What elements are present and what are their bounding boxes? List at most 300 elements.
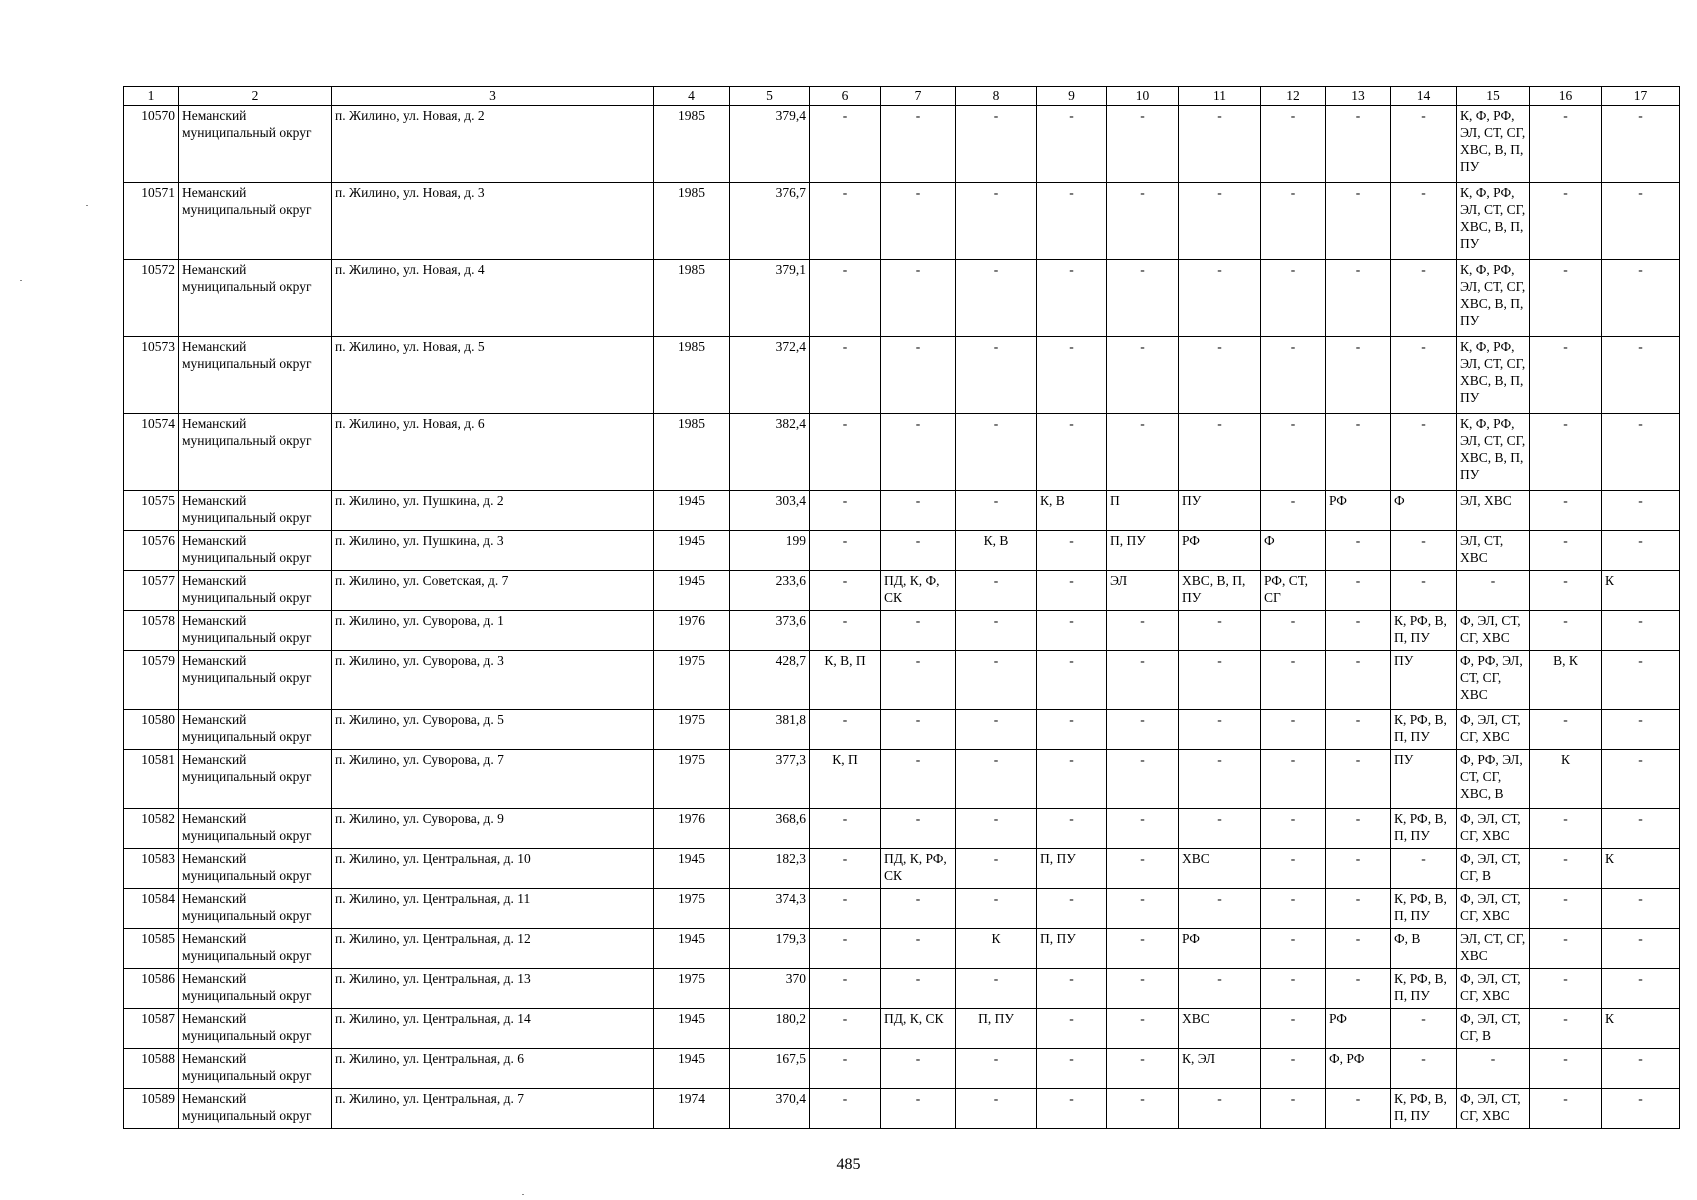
cell-col-16: - <box>1530 337 1602 414</box>
cell-col-14: К, РФ, В, П, ПУ <box>1391 809 1457 849</box>
cell-col-7: - <box>881 491 956 531</box>
cell-col-6: - <box>810 1089 881 1129</box>
cell-col-14: К, РФ, В, П, ПУ <box>1391 710 1457 750</box>
cell-address: п. Жилино, ул. Центральная, д. 14 <box>332 1009 654 1049</box>
table-row <box>124 889 1680 929</box>
cell-col-15: ЭЛ, ХВС <box>1457 491 1530 531</box>
cell-col-12: - <box>1261 969 1326 1009</box>
cell-col-8: - <box>956 651 1037 710</box>
cell-area: 373,6 <box>730 611 810 651</box>
cell-address: п. Жилино, ул. Пушкина, д. 2 <box>332 491 654 531</box>
cell-record-number: 10577 <box>124 571 179 611</box>
cell-col-11: К, ЭЛ <box>1179 1049 1261 1089</box>
cell-record-number: 10571 <box>124 183 179 260</box>
cell-col-7: - <box>881 611 956 651</box>
column-number: 2 <box>179 87 332 106</box>
cell-col-6: К, П <box>810 750 881 809</box>
cell-area: 428,7 <box>730 651 810 710</box>
cell-col-10: - <box>1107 969 1179 1009</box>
cell-col-14: К, РФ, В, П, ПУ <box>1391 611 1457 651</box>
cell-year-built: 1945 <box>654 849 730 889</box>
cell-col-16: - <box>1530 969 1602 1009</box>
cell-year-built: 1975 <box>654 889 730 929</box>
cell-year-built: 1974 <box>654 1089 730 1129</box>
cell-col-14: - <box>1391 849 1457 889</box>
cell-record-number: 10583 <box>124 849 179 889</box>
cell-col-15: Ф, РФ, ЭЛ, СТ, СГ, ХВС <box>1457 651 1530 710</box>
cell-address: п. Жилино, ул. Суворова, д. 1 <box>332 611 654 651</box>
cell-record-number: 10587 <box>124 1009 179 1049</box>
cell-record-number: 10570 <box>124 106 179 183</box>
cell-col-7: ПД, К, Ф, СК <box>881 571 956 611</box>
cell-district: Неманский муниципальный округ <box>179 809 332 849</box>
cell-col-6: - <box>810 531 881 571</box>
cell-col-7: - <box>881 969 956 1009</box>
cell-col-12: - <box>1261 1049 1326 1089</box>
cell-col-6: - <box>810 889 881 929</box>
cell-record-number: 10586 <box>124 969 179 1009</box>
cell-col-17: - <box>1602 414 1680 491</box>
cell-address: п. Жилино, ул. Центральная, д. 13 <box>332 969 654 1009</box>
cell-col-12: РФ, СТ, СГ <box>1261 571 1326 611</box>
cell-col-14: ПУ <box>1391 651 1457 710</box>
cell-col-15: Ф, ЭЛ, СТ, СГ, ХВС <box>1457 889 1530 929</box>
cell-col-7: ПД, К, СК <box>881 1009 956 1049</box>
cell-col-14: - <box>1391 260 1457 337</box>
cell-year-built: 1985 <box>654 337 730 414</box>
cell-area: 182,3 <box>730 849 810 889</box>
table-row <box>124 571 1680 611</box>
cell-area: 372,4 <box>730 337 810 414</box>
cell-col-16: - <box>1530 571 1602 611</box>
cell-col-12: - <box>1261 414 1326 491</box>
cell-col-8: К, В <box>956 531 1037 571</box>
cell-area: 303,4 <box>730 491 810 531</box>
cell-district: Неманский муниципальный округ <box>179 969 332 1009</box>
cell-col-12: - <box>1261 183 1326 260</box>
cell-col-9: - <box>1037 889 1107 929</box>
cell-col-16: - <box>1530 531 1602 571</box>
cell-col-16: - <box>1530 1009 1602 1049</box>
cell-col-17: К <box>1602 571 1680 611</box>
cell-col-13: - <box>1326 969 1391 1009</box>
cell-col-11: - <box>1179 337 1261 414</box>
cell-col-15: Ф, ЭЛ, СТ, СГ, В <box>1457 1009 1530 1049</box>
cell-year-built: 1985 <box>654 183 730 260</box>
cell-col-6: - <box>810 491 881 531</box>
cell-district: Неманский муниципальный округ <box>179 337 332 414</box>
cell-district: Неманский муниципальный округ <box>179 1009 332 1049</box>
cell-col-14: ПУ <box>1391 750 1457 809</box>
cell-col-14: - <box>1391 531 1457 571</box>
cell-district: Неманский муниципальный округ <box>179 260 332 337</box>
cell-col-11: - <box>1179 611 1261 651</box>
table-row <box>124 710 1680 750</box>
table-row <box>124 969 1680 1009</box>
column-number: 5 <box>730 87 810 106</box>
table-row <box>124 260 1680 337</box>
cell-col-14: - <box>1391 106 1457 183</box>
cell-col-10: ЭЛ <box>1107 571 1179 611</box>
cell-col-7: - <box>881 531 956 571</box>
cell-district: Неманский муниципальный округ <box>179 106 332 183</box>
cell-col-15: - <box>1457 1049 1530 1089</box>
cell-col-6: - <box>810 1009 881 1049</box>
cell-address: п. Жилино, ул. Новая, д. 5 <box>332 337 654 414</box>
cell-col-12: Ф <box>1261 531 1326 571</box>
cell-col-11: РФ <box>1179 531 1261 571</box>
cell-year-built: 1975 <box>654 969 730 1009</box>
cell-year-built: 1945 <box>654 1049 730 1089</box>
cell-col-15: ЭЛ, СТ, ХВС <box>1457 531 1530 571</box>
cell-col-10: - <box>1107 611 1179 651</box>
cell-col-17: - <box>1602 651 1680 710</box>
table-row <box>124 929 1680 969</box>
column-number: 8 <box>956 87 1037 106</box>
cell-col-12: - <box>1261 710 1326 750</box>
cell-col-8: К <box>956 929 1037 969</box>
cell-col-11: - <box>1179 106 1261 183</box>
cell-record-number: 10582 <box>124 809 179 849</box>
cell-col-11: - <box>1179 414 1261 491</box>
cell-address: п. Жилино, ул. Новая, д. 4 <box>332 260 654 337</box>
cell-col-7: - <box>881 929 956 969</box>
cell-record-number: 10576 <box>124 531 179 571</box>
cell-col-10: - <box>1107 809 1179 849</box>
cell-year-built: 1975 <box>654 710 730 750</box>
cell-col-17: - <box>1602 260 1680 337</box>
cell-col-8: - <box>956 571 1037 611</box>
cell-col-17: - <box>1602 929 1680 969</box>
cell-col-14: К, РФ, В, П, ПУ <box>1391 1089 1457 1129</box>
cell-record-number: 10584 <box>124 889 179 929</box>
cell-col-13: - <box>1326 611 1391 651</box>
cell-col-6: - <box>810 260 881 337</box>
cell-col-17: - <box>1602 531 1680 571</box>
cell-col-15: К, Ф, РФ, ЭЛ, СТ, СГ, ХВС, В, П, ПУ <box>1457 183 1530 260</box>
table-row <box>124 531 1680 571</box>
cell-year-built: 1945 <box>654 1009 730 1049</box>
cell-col-9: П, ПУ <box>1037 929 1107 969</box>
column-number: 14 <box>1391 87 1457 106</box>
cell-col-17: - <box>1602 969 1680 1009</box>
cell-col-12: - <box>1261 809 1326 849</box>
cell-col-6: - <box>810 1049 881 1089</box>
cell-area: 379,1 <box>730 260 810 337</box>
column-number: 9 <box>1037 87 1107 106</box>
column-number: 13 <box>1326 87 1391 106</box>
cell-col-7: - <box>881 710 956 750</box>
cell-year-built: 1945 <box>654 929 730 969</box>
cell-record-number: 10589 <box>124 1089 179 1129</box>
cell-col-15: Ф, ЭЛ, СТ, СГ, ХВС <box>1457 809 1530 849</box>
table-row <box>124 1009 1680 1049</box>
cell-col-11: ХВС <box>1179 849 1261 889</box>
cell-address: п. Жилино, ул. Новая, д. 6 <box>332 414 654 491</box>
table-row <box>124 1089 1680 1129</box>
cell-col-16: - <box>1530 611 1602 651</box>
cell-col-7: - <box>881 651 956 710</box>
cell-col-10: - <box>1107 1009 1179 1049</box>
cell-col-6: К, В, П <box>810 651 881 710</box>
cell-area: 179,3 <box>730 929 810 969</box>
cell-col-10: - <box>1107 710 1179 750</box>
cell-district: Неманский муниципальный округ <box>179 929 332 969</box>
cell-col-16: - <box>1530 1049 1602 1089</box>
cell-col-13: - <box>1326 571 1391 611</box>
cell-col-12: - <box>1261 611 1326 651</box>
cell-col-16: - <box>1530 1089 1602 1129</box>
cell-col-14: - <box>1391 183 1457 260</box>
cell-col-13: РФ <box>1326 1009 1391 1049</box>
cell-district: Неманский муниципальный округ <box>179 491 332 531</box>
cell-district: Неманский муниципальный округ <box>179 849 332 889</box>
cell-col-6: - <box>810 183 881 260</box>
cell-col-14: - <box>1391 1009 1457 1049</box>
cell-col-10: - <box>1107 750 1179 809</box>
cell-col-10: - <box>1107 106 1179 183</box>
cell-year-built: 1985 <box>654 260 730 337</box>
scan-speck <box>86 205 88 206</box>
cell-area: 370 <box>730 969 810 1009</box>
cell-col-10: - <box>1107 414 1179 491</box>
cell-record-number: 10579 <box>124 651 179 710</box>
cell-col-15: Ф, ЭЛ, СТ, СГ, В <box>1457 849 1530 889</box>
cell-col-16: - <box>1530 260 1602 337</box>
cell-col-6: - <box>810 571 881 611</box>
cell-area: 379,4 <box>730 106 810 183</box>
cell-col-8: - <box>956 849 1037 889</box>
cell-address: п. Жилино, ул. Советская, д. 7 <box>332 571 654 611</box>
cell-area: 377,3 <box>730 750 810 809</box>
cell-col-9: - <box>1037 750 1107 809</box>
cell-year-built: 1945 <box>654 571 730 611</box>
cell-year-built: 1976 <box>654 809 730 849</box>
cell-col-6: - <box>810 611 881 651</box>
cell-col-10: - <box>1107 651 1179 710</box>
cell-address: п. Жилино, ул. Суворова, д. 9 <box>332 809 654 849</box>
cell-col-11: ПУ <box>1179 491 1261 531</box>
table-row <box>124 809 1680 849</box>
cell-district: Неманский муниципальный округ <box>179 651 332 710</box>
register-table <box>123 86 1680 1129</box>
cell-col-14: Ф, В <box>1391 929 1457 969</box>
cell-year-built: 1945 <box>654 531 730 571</box>
cell-col-6: - <box>810 809 881 849</box>
cell-col-16: - <box>1530 849 1602 889</box>
cell-col-17: - <box>1602 1089 1680 1129</box>
cell-col-15: Ф, РФ, ЭЛ, СТ, СГ, ХВС, В <box>1457 750 1530 809</box>
cell-area: 368,6 <box>730 809 810 849</box>
cell-col-14: К, РФ, В, П, ПУ <box>1391 889 1457 929</box>
cell-col-17: - <box>1602 337 1680 414</box>
column-number: 11 <box>1179 87 1261 106</box>
cell-col-10: - <box>1107 849 1179 889</box>
cell-area: 376,7 <box>730 183 810 260</box>
page-number: 485 <box>836 1156 861 1173</box>
cell-year-built: 1975 <box>654 750 730 809</box>
cell-col-10: - <box>1107 1049 1179 1089</box>
cell-record-number: 10580 <box>124 710 179 750</box>
cell-col-10: - <box>1107 1089 1179 1129</box>
cell-record-number: 10574 <box>124 414 179 491</box>
cell-col-16: К <box>1530 750 1602 809</box>
cell-col-8: - <box>956 889 1037 929</box>
column-number: 15 <box>1457 87 1530 106</box>
table-row <box>124 750 1680 809</box>
cell-col-9: - <box>1037 809 1107 849</box>
cell-col-7: - <box>881 106 956 183</box>
table-row <box>124 1049 1680 1089</box>
cell-col-9: - <box>1037 1009 1107 1049</box>
cell-district: Неманский муниципальный округ <box>179 531 332 571</box>
cell-col-11: - <box>1179 260 1261 337</box>
cell-col-11: - <box>1179 809 1261 849</box>
column-number: 7 <box>881 87 956 106</box>
cell-col-11: - <box>1179 183 1261 260</box>
cell-col-17: - <box>1602 106 1680 183</box>
cell-col-9: К, В <box>1037 491 1107 531</box>
cell-year-built: 1945 <box>654 491 730 531</box>
cell-col-15: К, Ф, РФ, ЭЛ, СТ, СГ, ХВС, В, П, ПУ <box>1457 260 1530 337</box>
cell-col-8: - <box>956 260 1037 337</box>
cell-col-9: - <box>1037 611 1107 651</box>
cell-address: п. Жилино, ул. Суворова, д. 3 <box>332 651 654 710</box>
cell-col-15: Ф, ЭЛ, СТ, СГ, ХВС <box>1457 710 1530 750</box>
cell-col-6: - <box>810 969 881 1009</box>
cell-col-9: - <box>1037 1049 1107 1089</box>
cell-area: 233,6 <box>730 571 810 611</box>
cell-address: п. Жилино, ул. Новая, д. 2 <box>332 106 654 183</box>
cell-col-13: - <box>1326 849 1391 889</box>
cell-col-13: - <box>1326 531 1391 571</box>
cell-col-9: - <box>1037 969 1107 1009</box>
cell-col-11: РФ <box>1179 929 1261 969</box>
cell-col-11: ХВС, В, П, ПУ <box>1179 571 1261 611</box>
table-row <box>124 106 1680 183</box>
cell-col-10: П <box>1107 491 1179 531</box>
cell-col-9: - <box>1037 260 1107 337</box>
cell-col-9: - <box>1037 571 1107 611</box>
cell-record-number: 10578 <box>124 611 179 651</box>
cell-col-8: - <box>956 183 1037 260</box>
cell-col-7: - <box>881 414 956 491</box>
cell-district: Неманский муниципальный округ <box>179 611 332 651</box>
cell-col-8: П, ПУ <box>956 1009 1037 1049</box>
cell-col-16: - <box>1530 183 1602 260</box>
cell-col-12: - <box>1261 337 1326 414</box>
cell-record-number: 10581 <box>124 750 179 809</box>
cell-record-number: 10585 <box>124 929 179 969</box>
column-number: 16 <box>1530 87 1602 106</box>
cell-col-16: - <box>1530 106 1602 183</box>
cell-year-built: 1976 <box>654 611 730 651</box>
cell-district: Неманский муниципальный округ <box>179 183 332 260</box>
cell-col-15: - <box>1457 571 1530 611</box>
cell-col-17: - <box>1602 809 1680 849</box>
cell-area: 180,2 <box>730 1009 810 1049</box>
cell-address: п. Жилино, ул. Центральная, д. 10 <box>332 849 654 889</box>
cell-col-13: - <box>1326 183 1391 260</box>
cell-col-17: - <box>1602 889 1680 929</box>
cell-col-10: - <box>1107 889 1179 929</box>
table-row <box>124 611 1680 651</box>
cell-col-9: - <box>1037 531 1107 571</box>
scan-speck <box>522 1194 524 1195</box>
cell-col-10: П, ПУ <box>1107 531 1179 571</box>
cell-record-number: 10575 <box>124 491 179 531</box>
cell-col-11: - <box>1179 889 1261 929</box>
cell-col-7: - <box>881 1089 956 1129</box>
cell-col-13: - <box>1326 710 1391 750</box>
cell-col-15: К, Ф, РФ, ЭЛ, СТ, СГ, ХВС, В, П, ПУ <box>1457 414 1530 491</box>
cell-district: Неманский муниципальный округ <box>179 1049 332 1089</box>
cell-col-10: - <box>1107 260 1179 337</box>
cell-col-13: - <box>1326 929 1391 969</box>
cell-address: п. Жилино, ул. Новая, д. 3 <box>332 183 654 260</box>
cell-col-8: - <box>956 1049 1037 1089</box>
cell-col-17: К <box>1602 1009 1680 1049</box>
column-number: 10 <box>1107 87 1179 106</box>
cell-col-11: - <box>1179 969 1261 1009</box>
cell-col-17: - <box>1602 183 1680 260</box>
cell-col-13: - <box>1326 106 1391 183</box>
cell-district: Неманский муниципальный округ <box>179 750 332 809</box>
cell-col-8: - <box>956 491 1037 531</box>
cell-col-9: - <box>1037 183 1107 260</box>
cell-col-14: К, РФ, В, П, ПУ <box>1391 969 1457 1009</box>
cell-col-13: - <box>1326 651 1391 710</box>
cell-record-number: 10572 <box>124 260 179 337</box>
cell-col-17: - <box>1602 1049 1680 1089</box>
table-row <box>124 849 1680 889</box>
cell-address: п. Жилино, ул. Суворова, д. 7 <box>332 750 654 809</box>
cell-col-7: ПД, К, РФ, СК <box>881 849 956 889</box>
cell-col-16: - <box>1530 414 1602 491</box>
cell-col-6: - <box>810 414 881 491</box>
cell-col-12: - <box>1261 260 1326 337</box>
cell-record-number: 10573 <box>124 337 179 414</box>
cell-col-13: - <box>1326 1089 1391 1129</box>
cell-col-12: - <box>1261 1089 1326 1129</box>
cell-district: Неманский муниципальный округ <box>179 889 332 929</box>
cell-col-11: ХВС <box>1179 1009 1261 1049</box>
table-row <box>124 337 1680 414</box>
cell-col-13: - <box>1326 889 1391 929</box>
cell-area: 199 <box>730 531 810 571</box>
cell-col-16: В, К <box>1530 651 1602 710</box>
cell-district: Неманский муниципальный округ <box>179 571 332 611</box>
cell-col-9: - <box>1037 337 1107 414</box>
table-row <box>124 491 1680 531</box>
cell-col-11: - <box>1179 651 1261 710</box>
cell-col-12: - <box>1261 651 1326 710</box>
cell-col-11: - <box>1179 1089 1261 1129</box>
cell-col-13: РФ <box>1326 491 1391 531</box>
cell-col-8: - <box>956 750 1037 809</box>
column-number-row <box>124 87 1680 106</box>
cell-col-17: - <box>1602 750 1680 809</box>
cell-col-13: Ф, РФ <box>1326 1049 1391 1089</box>
cell-col-9: - <box>1037 1089 1107 1129</box>
cell-col-15: К, Ф, РФ, ЭЛ, СТ, СГ, ХВС, В, П, ПУ <box>1457 106 1530 183</box>
cell-area: 167,5 <box>730 1049 810 1089</box>
cell-col-12: - <box>1261 889 1326 929</box>
cell-col-15: Ф, ЭЛ, СТ, СГ, ХВС <box>1457 611 1530 651</box>
cell-col-12: - <box>1261 106 1326 183</box>
cell-address: п. Жилино, ул. Центральная, д. 11 <box>332 889 654 929</box>
cell-col-16: - <box>1530 929 1602 969</box>
